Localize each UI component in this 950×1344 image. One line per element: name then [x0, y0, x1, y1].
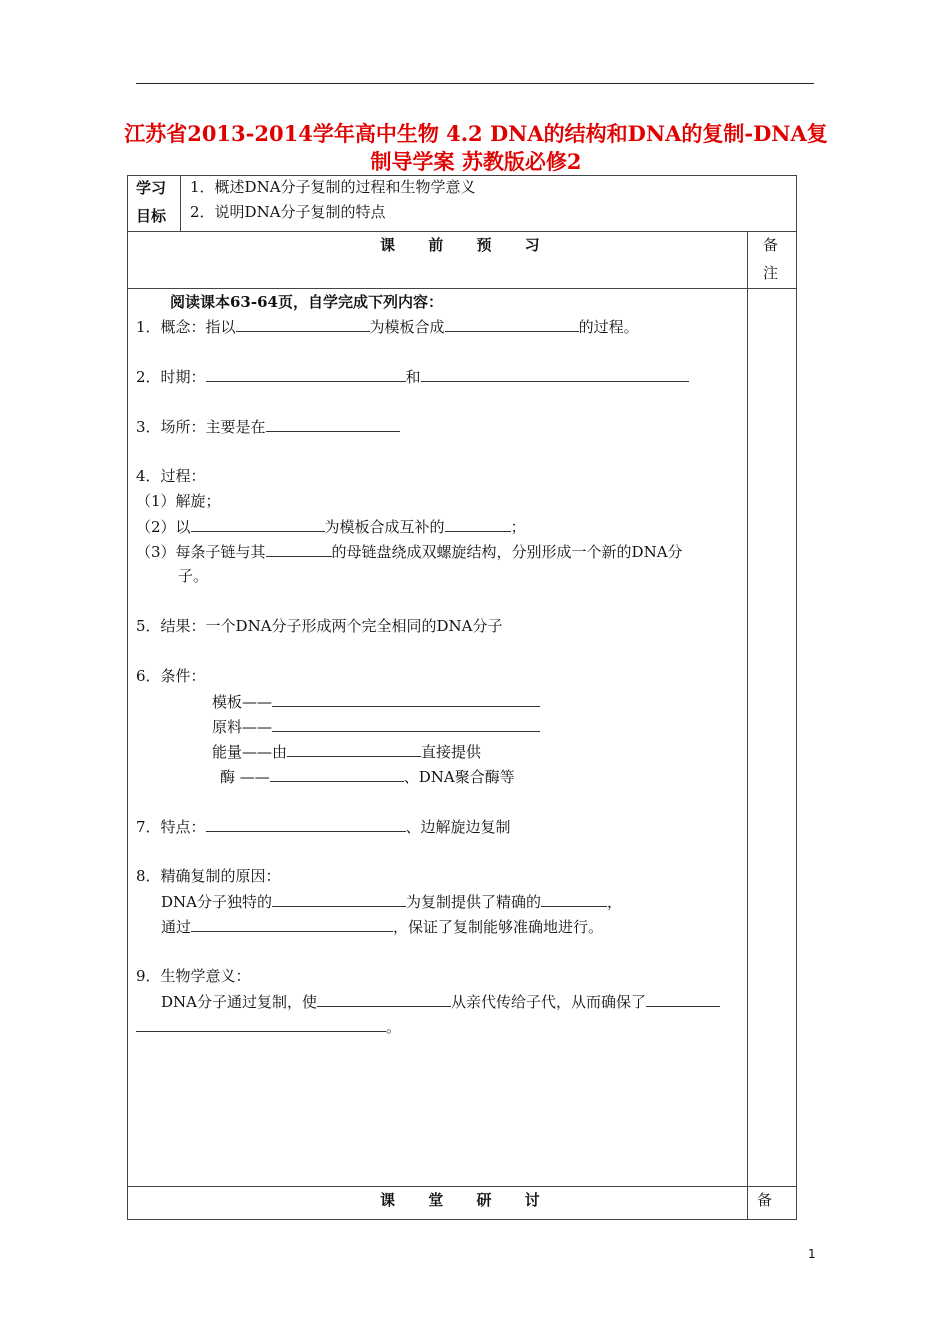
question-9-line-2 [136, 1016, 401, 1037]
notes-label-top: 备 [763, 236, 779, 254]
question-8-line-1 [161, 891, 622, 912]
q4-s2-text-c: ； [510, 518, 526, 536]
preview-heading: 课 前 预 习 [380, 236, 554, 254]
col-divider-notes [747, 231, 748, 1220]
question-6-head: 6．条件： [136, 667, 206, 685]
answer-blank[interactable] [445, 516, 511, 532]
q9-l2-end: 。 [386, 1018, 402, 1036]
question-5: 5．结果：一个DNA分子形成两个完全相同的DNA分子 [136, 617, 503, 635]
row-divider-objectives [127, 231, 797, 232]
answer-blank[interactable] [272, 691, 540, 707]
question-4-step-2 [136, 516, 526, 537]
document-title [120, 120, 832, 176]
question-3 [136, 416, 400, 437]
answer-blank[interactable] [266, 541, 332, 557]
q7-text-b: 、边解旋边复制 [405, 818, 511, 836]
question-4-step-3 [136, 541, 683, 562]
q4-s3-text-a: （3）每条子链与其 [136, 543, 266, 561]
question-9-line-1 [161, 991, 720, 1012]
answer-blank[interactable] [191, 516, 325, 532]
title-line-1: 江苏省2013-2014学年高中生物 4.2 DNA的结构和DNA的复制-DNA复 [124, 121, 828, 146]
answer-blank[interactable] [266, 416, 400, 432]
objective-item: 1．概述DNA分子复制的过程和生物学意义 [190, 178, 476, 196]
row-divider-discussion [127, 1186, 797, 1187]
answer-blank[interactable] [191, 916, 393, 932]
q3-text-a: 3．场所：主要是在 [136, 418, 266, 436]
answer-blank[interactable] [270, 766, 404, 782]
q2-text-b: 和 [405, 368, 421, 386]
answer-blank[interactable] [272, 891, 406, 907]
q9-l1-text-b: 从亲代传给子代，从而确保了 [451, 993, 647, 1011]
notes-label-bottom: 注 [763, 264, 779, 282]
question-1 [136, 316, 639, 337]
condition-template [212, 691, 540, 712]
q1-text-a: 1．概念：指以 [136, 318, 236, 336]
answer-blank[interactable] [136, 1016, 386, 1032]
question-7 [136, 816, 511, 837]
q4-s3-text-b: 的母链盘绕成双螺旋结构，分别形成一个新的DNA分 [331, 543, 683, 561]
q8-l1-text-b: 为复制提供了精确的 [406, 893, 542, 911]
discussion-notes-label: 备 [757, 1191, 773, 1209]
material-label: 原料—— [212, 718, 273, 736]
answer-blank[interactable] [206, 366, 406, 382]
answer-blank[interactable] [206, 816, 406, 832]
objective-item: 2．说明DNA分子复制的特点 [190, 203, 386, 221]
condition-energy [212, 741, 481, 762]
title-line-2: 制导学案 苏教版必修2 [370, 149, 582, 174]
energy-suffix: 直接提供 [421, 743, 482, 761]
answer-blank[interactable] [317, 991, 451, 1007]
q9-l1-text-a: DNA分子通过复制，使 [161, 993, 317, 1011]
question-4-step-3-cont: 子。 [178, 567, 209, 585]
question-4-head: 4．过程： [136, 467, 206, 485]
q2-text-a: 2．时期： [136, 368, 206, 386]
question-9-head: 9．生物学意义： [136, 967, 251, 985]
enzyme-suffix: 、DNA聚合酶等 [403, 768, 515, 786]
condition-material [212, 716, 540, 737]
q8-l1-text-c: ， [607, 893, 623, 911]
enzyme-label: 酶 —— [220, 768, 270, 786]
question-8-head: 8．精确复制的原因： [136, 867, 281, 885]
question-8-line-2 [161, 916, 603, 937]
template-label: 模板—— [212, 693, 273, 711]
answer-blank[interactable] [541, 891, 607, 907]
discussion-heading: 课 堂 研 讨 [380, 1191, 554, 1209]
q7-text-a: 7．特点： [136, 818, 206, 836]
answer-blank[interactable] [445, 316, 579, 332]
col-divider-objectives [180, 175, 181, 231]
objectives-label-top: 学习 [136, 179, 167, 197]
objectives-label-bottom: 目标 [136, 207, 167, 225]
answer-blank[interactable] [236, 316, 370, 332]
q8-l1-text-a: DNA分子独特的 [161, 893, 272, 911]
page-number: 1 [808, 1247, 816, 1261]
answer-blank[interactable] [421, 366, 689, 382]
q1-text-c: 的过程。 [578, 318, 639, 336]
answer-blank[interactable] [646, 991, 720, 1007]
q8-l2-text-b: ，保证了复制能够准确地进行。 [393, 918, 604, 936]
question-2 [136, 366, 689, 387]
row-divider-preview-head [127, 288, 797, 289]
q4-s2-text-a: （2）以 [136, 518, 191, 536]
answer-blank[interactable] [272, 716, 540, 732]
condition-enzyme [220, 766, 515, 787]
q4-s2-text-b: 为模板合成互补的 [324, 518, 445, 536]
answer-blank[interactable] [287, 741, 421, 757]
q1-text-b: 为模板合成 [369, 318, 445, 336]
preview-intro: 阅读课本63-64页，自学完成下列内容： [170, 293, 443, 311]
q8-l2-text-a: 通过 [161, 918, 192, 936]
question-4-step-1: （1）解旋； [136, 492, 221, 510]
energy-label: 能量——由 [212, 743, 288, 761]
header-rule [136, 83, 814, 84]
